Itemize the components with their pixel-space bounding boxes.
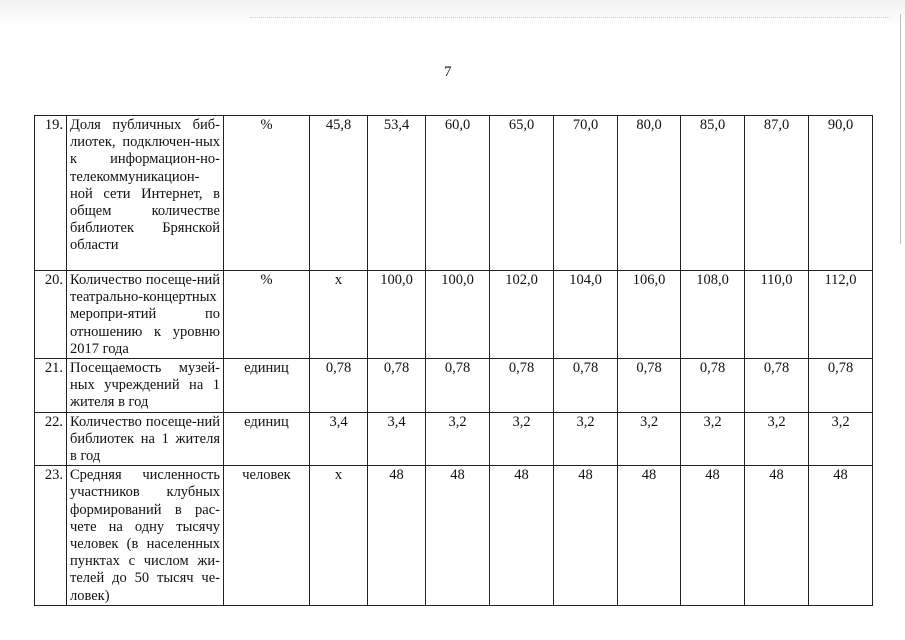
table-row [35,412,873,466]
value-cell: 70,0 [554,116,618,271]
value-cell: 0,78 [554,359,618,413]
value-cell: 3,2 [809,412,873,466]
value-cell: 87,0 [745,116,809,271]
value-cell: 53,4 [368,116,426,271]
value-cell: 85,0 [681,116,745,271]
value-cell: x [310,271,368,359]
unit-cell: % [224,116,310,271]
indicator-name: Доля публичных биб-лиотек, подключен-ных к информацион-но-телекоммуникацион-ной сети Интернет, в общем количестве библиотек Брянской области [67,116,224,271]
value-cell: 48 [681,466,745,606]
value-cell: 0,78 [809,359,873,413]
value-cell: 100,0 [426,271,490,359]
indicator-name: Количество посеще-ний библиотек на 1 жителя в год [67,412,224,466]
row-number: 21. [35,359,67,413]
value-cell: 112,0 [809,271,873,359]
value-cell: 0,78 [490,359,554,413]
value-cell: 3,4 [310,412,368,466]
scan-edge-line [900,14,901,244]
value-cell: 0,78 [745,359,809,413]
scan-artifact-line [250,17,890,19]
unit-cell: человек [224,466,310,606]
scan-shading [0,0,905,26]
value-cell: 48 [618,466,681,606]
value-cell: 3,4 [368,412,426,466]
value-cell: 106,0 [618,271,681,359]
value-cell: 60,0 [426,116,490,271]
unit-cell: % [224,271,310,359]
indicator-name: Посещаемость музей-ных учреждений на 1 жителя в год [67,359,224,413]
indicators-table [34,115,873,606]
value-cell: 48 [368,466,426,606]
value-cell: 3,2 [618,412,681,466]
value-cell: 110,0 [745,271,809,359]
value-cell: 48 [745,466,809,606]
value-cell: 3,2 [554,412,618,466]
row-number: 23. [35,466,67,606]
value-cell: 65,0 [490,116,554,271]
value-cell: 0,78 [310,359,368,413]
value-cell: 0,78 [618,359,681,413]
value-cell: 102,0 [490,271,554,359]
value-cell: 108,0 [681,271,745,359]
value-cell: 0,78 [426,359,490,413]
page-number: 7 [444,64,452,80]
table-row [35,359,873,413]
value-cell: 3,2 [490,412,554,466]
table-row [35,116,873,271]
value-cell: 3,2 [745,412,809,466]
value-cell: 48 [426,466,490,606]
unit-cell: единиц [224,359,310,413]
value-cell: 80,0 [618,116,681,271]
unit-cell: единиц [224,412,310,466]
value-cell: 48 [809,466,873,606]
row-number: 20. [35,271,67,359]
value-cell: 3,2 [681,412,745,466]
table-row [35,466,873,606]
row-number: 22. [35,412,67,466]
value-cell: 0,78 [368,359,426,413]
value-cell: 48 [554,466,618,606]
indicator-name: Количество посеще-ний театрально-концертных меропри-ятий по отношению к уровню 2017 года [67,271,224,359]
table-row [35,271,873,359]
value-cell: 45,8 [310,116,368,271]
indicator-name: Средняя численность участников клубных формирований в рас-чете на одну тысячу человек (в населенных пунктах с числом жи-телей до 50 тысяч че-ловек) [67,466,224,606]
value-cell: 104,0 [554,271,618,359]
value-cell: 3,2 [426,412,490,466]
value-cell: 100,0 [368,271,426,359]
value-cell: 0,78 [681,359,745,413]
row-number: 19. [35,116,67,271]
value-cell: 90,0 [809,116,873,271]
value-cell: 48 [490,466,554,606]
value-cell: x [310,466,368,606]
